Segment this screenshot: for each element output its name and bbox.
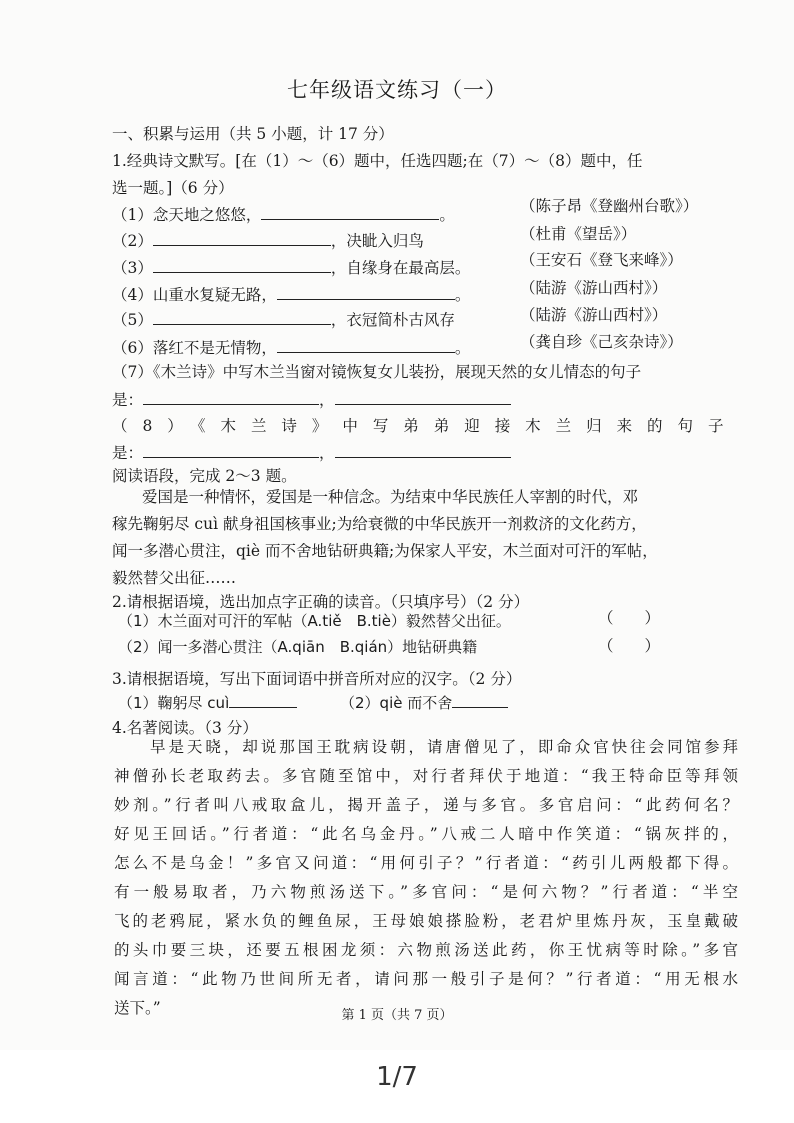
page-indicator: 1/7: [376, 1062, 418, 1092]
answer-blank[interactable]: [153, 310, 331, 325]
story-line: 早是天晓，却说那国王耽病设朝，请唐僧见了，即命众官快往会同馆参拜: [150, 738, 738, 756]
q8-prefix: 是：: [112, 444, 144, 462]
story-line: 好见王回话。”行者道：“此名乌金丹。”八戒二人暗中作笑道：“锅灰拌的，: [114, 825, 738, 843]
poem-line-5: [112, 308, 455, 330]
answer-blank[interactable]: [452, 693, 508, 708]
q3-title: 3.请根据语境，写出下面词语中拼音所对应的汉字。（2 分）: [112, 670, 522, 688]
poem-line-3: [112, 256, 470, 278]
poem-line-post: 。: [439, 206, 455, 224]
answer-blank[interactable]: [277, 338, 455, 353]
story-line: 闻言道：“此物乃世间所无者，请问那一般引子是何？”行者道：“用无根水: [114, 970, 738, 988]
answer-blank[interactable]: [143, 390, 319, 405]
q1-intro-line1: 1.经典诗文默写。[在（1）～（6）题中，任选四题;在（7）～（8）题中，任: [112, 152, 643, 170]
poem-source-4: （陆游《游山西村》）: [520, 279, 668, 297]
q3-item-2-text: （2）qiè 而不舍: [340, 694, 453, 712]
answer-blank[interactable]: [335, 390, 511, 405]
story-line: 神僧孙长老取药去。多官随至馆中，对行者拜伏于地道：“我王特命臣等拜领: [114, 767, 738, 785]
poem-line-pre: （4）山重水复疑无路，: [112, 286, 277, 304]
page-footer: 第 1 页（共 7 页）: [341, 1008, 453, 1023]
q3-item-1: [118, 692, 297, 713]
poem-line-1: [112, 203, 455, 225]
reading-intro: 阅读语段，完成 2～3 题。: [112, 467, 297, 485]
answer-blank[interactable]: [153, 258, 331, 273]
answer-blank[interactable]: [153, 231, 331, 246]
q8-answer: [112, 441, 511, 463]
comma: ，: [319, 391, 335, 409]
poem-source-2: （杜甫《望岳》）: [520, 225, 637, 243]
poem-line-4: [112, 283, 470, 305]
poem-line-pre: （6）落红不是无情物，: [112, 339, 277, 357]
page-title: 七年级语文练习（一）: [287, 78, 507, 102]
poem-source-6: （龚自珍《己亥杂诗》）: [520, 333, 683, 351]
poem-line-post: ，决眦入归鸟: [330, 232, 424, 250]
poem-source-5: （陆游《游山西村》）: [520, 306, 668, 324]
story-line: 有一般易取者，乃六物煎汤送下。”多官问：“是何六物？”行者道：“半空: [114, 883, 738, 901]
reading-passage: [112, 484, 732, 592]
poem-line-post: 。: [454, 339, 471, 357]
poem-line-pre: （5）: [112, 311, 153, 329]
q7-text: （7）《木兰诗》中写木兰当窗对镜恢复女儿装扮，展现天然的女儿情态的句子: [112, 363, 642, 381]
q4-title: 4.名著阅读。（3 分）: [112, 719, 258, 737]
poem-line-post: ，衣冠简朴古风存: [330, 311, 455, 329]
q2-title: 2.请根据语境，选出加点字正确的读音。（只填序号）（2 分）: [112, 593, 530, 611]
passage-line: 稼先鞠躬尽 cuì 献身祖国核事业;为给衰微的中华民族开一剂救济的文化药方，: [112, 515, 647, 533]
passage-line: 爱国是一种情怀，爱国是一种信念。为结束中华民族任人宰割的时代，邓: [142, 488, 639, 506]
answer-blank[interactable]: [277, 285, 455, 300]
comma: ，: [319, 444, 335, 462]
poem-line-2: [112, 229, 424, 251]
q2-answer-box-2[interactable]: （ ）: [598, 637, 661, 655]
poem-source-1: （陈子昂《登幽州台歌》）: [520, 197, 699, 215]
poem-line-pre: （3）: [112, 259, 153, 277]
q8-text: （8）《木兰诗》中写弟弟迎接木兰归来的句子: [112, 417, 724, 435]
story-line: 飞的老鸦屁，紧水负的鲤鱼尿，王母娘娘搽脸粉，老君炉里炼丹灰，玉皇戴破: [114, 912, 738, 930]
answer-blank[interactable]: [335, 443, 511, 458]
poem-line-6: [112, 336, 470, 358]
q1-intro-line2: 选一题。]（6 分）: [112, 179, 234, 197]
q2-item-2: （2）闻一多潜心贯注（A.qiān B.qián）地钻研典籍: [118, 638, 478, 656]
poem-line-post: ，自缘身在最高层。: [330, 259, 471, 277]
answer-blank[interactable]: [143, 443, 319, 458]
poem-source-3: （王安石《登飞来峰》）: [520, 251, 683, 269]
story-line: 妙剂。”行者叫八戒取盒儿，揭开盖子，递与多官。多官启问：“此药何名？: [114, 796, 738, 814]
poem-line-pre: （2）: [112, 232, 153, 250]
q3-item-2: [340, 692, 508, 713]
poem-line-post: 。: [454, 286, 471, 304]
q7-prefix: 是：: [112, 391, 144, 409]
passage-line: 毅然替父出征……: [112, 569, 237, 587]
story-line: 的头巾要三块，还要五根困龙须：六物煎汤送此药，你王忧病等时除。”多官: [114, 941, 738, 959]
q3-item-1-text: （1）鞠躬尽 cuì: [118, 694, 230, 712]
section-heading: 一、积累与运用（共 5 小题，计 17 分）: [112, 125, 394, 143]
q2-answer-box-1[interactable]: （ ）: [598, 609, 661, 627]
answer-blank[interactable]: [261, 205, 439, 220]
story-line: 怎么不是乌金！”多官又问道：“用何引子？”行者道：“药引儿两般都下得。: [114, 854, 738, 872]
passage-line: 闻一多潜心贯注，qiè 而不舍地钻研典籍;为保家人平安，木兰面对可汗的军帖，: [112, 542, 658, 560]
poem-line-pre: （1）念天地之悠悠，: [112, 206, 262, 224]
story-line: 送下。”: [114, 999, 161, 1017]
q7-answer: [112, 388, 511, 410]
q4-story: [114, 733, 738, 1023]
answer-blank[interactable]: [229, 693, 297, 708]
q2-item-1: （1）木兰面对可汗的军帖（A.tiě B.tiè）毅然替父出征。: [118, 612, 511, 630]
